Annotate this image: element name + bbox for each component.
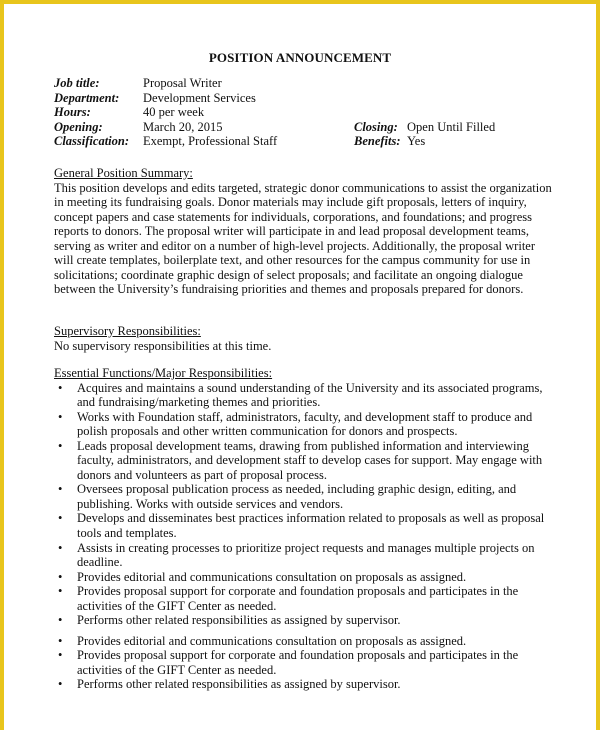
- bullet-icon: •: [58, 482, 63, 497]
- essential-section: [54, 366, 554, 692]
- opening-value: March 20, 2015: [143, 119, 223, 134]
- bullet-icon: •: [58, 438, 63, 453]
- list-item: [54, 511, 554, 540]
- list-item: [54, 634, 554, 649]
- closing-label: Closing:: [354, 119, 398, 134]
- document-page: [4, 4, 596, 730]
- list-item-text: Provides proposal support for corporate and foundation proposals and participates in the activities of the GIFT Center as needed.: [77, 648, 519, 677]
- bullet-icon: •: [58, 409, 63, 424]
- classification-value: Exempt, Professional Staff: [143, 134, 278, 149]
- list-item-text: Performs other related responsibilities as assigned by supervisor.: [77, 613, 401, 628]
- supervisory-heading: Supervisory Responsibilities:: [54, 324, 201, 338]
- classification-label: Classification:: [54, 134, 130, 149]
- bullet-icon: •: [58, 613, 63, 628]
- opening-label: Opening:: [54, 119, 103, 134]
- summary-section: [54, 166, 554, 297]
- list-item-text: Provides editorial and communications consultation on proposals as assigned.: [77, 633, 467, 648]
- list-item: [54, 570, 554, 585]
- essential-heading: Essential Functions/Major Responsibilities:: [54, 366, 273, 380]
- list-item: [54, 410, 554, 439]
- hours-label: Hours:: [54, 105, 91, 120]
- list-item: [54, 381, 554, 410]
- list-item: [54, 648, 554, 677]
- list-item-text: Performs other related responsibilities as assigned by supervisor.: [77, 677, 401, 692]
- list-item-text: Develops and disseminates best practices information related to proposals as well as proposal tools and templates.: [77, 511, 545, 541]
- list-item-text: Acquires and maintains a sound understanding of the University and its associated programs, and fundraising/marketing themes and priorities.: [77, 380, 543, 410]
- closing-value: Open Until Filled: [407, 119, 496, 134]
- list-item: [54, 613, 554, 628]
- list-item: [54, 584, 554, 613]
- bullet-icon: •: [58, 540, 63, 555]
- bullet-icon: •: [58, 633, 63, 648]
- list-item-text: Leads proposal development teams, drawing from published information and interviewing faculty, administrators, and development staff to develop cases for support. May engage with donors and volunteers as part of proposal process.: [77, 438, 543, 482]
- list-item: [54, 482, 554, 511]
- supervisory-section: [54, 324, 554, 353]
- summary-text: This position develops and edits targeted, strategic donor communications to assist the organization in meeting its fundraising goals. Donor materials may include gift proposals, letters of inquiry, concept papers and case statements for individuals, corporations, and foundations; and progress reports to donors. The proposal writer will participate in and lead proposal development teams, serving as writer and editor on a number of high-level projects. Additionally, the proposal writer will create templates, boilerplate text, and other resources for the campus community for use in solicitations; coordinate graphic design of select proposals; and facilitate an ongoing dialogue between the University’s fundraising priorities and themes and proposals prepared for donors.: [54, 180, 552, 297]
- list-item: [54, 439, 554, 483]
- benefits-label: Benefits:: [354, 134, 401, 149]
- bullet-icon: •: [58, 569, 63, 584]
- summary-heading: General Position Summary:: [54, 166, 193, 180]
- list-item-text: Provides editorial and communications consultation on proposals as assigned.: [77, 569, 467, 584]
- bullet-icon: •: [58, 648, 63, 663]
- page-title: POSITION ANNOUNCEMENT: [208, 50, 392, 65]
- hours-value: 40 per week: [143, 105, 205, 120]
- list-item-text: Assists in creating processes to prioritize project requests and manages multiple projects on deadline.: [77, 540, 535, 570]
- supervisory-text: No supervisory responsibilities at this time.: [54, 338, 272, 353]
- responsibilities-list: [54, 381, 554, 692]
- list-item-text: Oversees proposal publication process as needed, including graphic design, editing, and publishing. Works with outside services and vendors.: [77, 482, 517, 511]
- bullet-icon: •: [58, 584, 63, 599]
- bullet-icon: •: [58, 511, 63, 526]
- benefits-value: Yes: [407, 134, 426, 149]
- bullet-icon: •: [58, 677, 63, 692]
- list-item: [54, 541, 554, 570]
- bullet-icon: •: [58, 380, 63, 395]
- list-item-text: Provides proposal support for corporate and foundation proposals and participates in the activities of the GIFT Center as needed.: [77, 584, 519, 613]
- job-title-value: Proposal Writer: [143, 76, 222, 90]
- list-item-text: Works with Foundation staff, administrators, faculty, and development staff to produce and polish proposals and other written communication for donors and prospects.: [77, 409, 533, 439]
- department-label: Department:: [54, 90, 120, 105]
- department-value: Development Services: [143, 90, 256, 105]
- job-title-label: Job title:: [54, 76, 100, 90]
- list-item: [54, 677, 554, 692]
